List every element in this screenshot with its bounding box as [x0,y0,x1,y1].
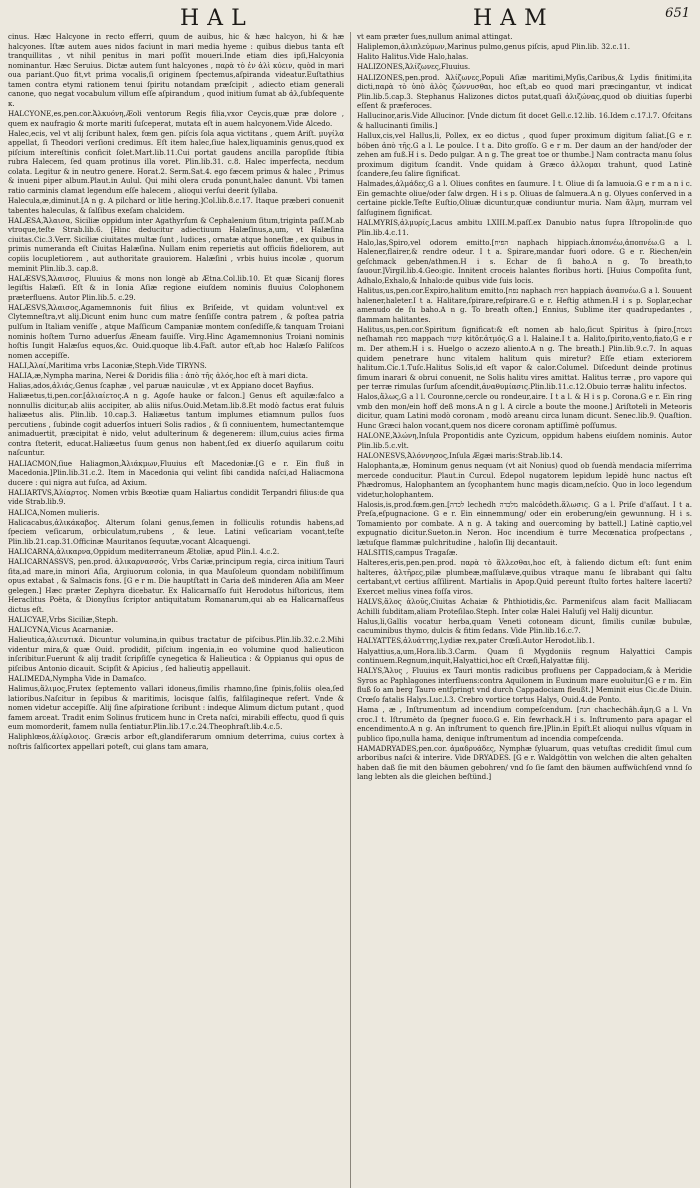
dictionary-entry: HALYS,Ἅλυς , Fluuius ex Tauri montis radicibus profluens per Cappadociam,& à Meridie Syros ac Paphlagones interfluens:contra Aquilonem in Euxinum mare euoluitur.[G e r m. Ein fluß ſo am berg Tauro entſpringt vnd durch Cappadociam fleußt.] Meminit eius Cic.de Diuin. Crœſo fatalis Halys.Luc.l.3. Crebro vortice tortus Halys, Ouid.4.de Ponto. [357,666,692,704]
left-guide-word: HAL [180,6,254,31]
dictionary-entry: vt eam præter ſues,nullum animal attingat. [357,32,513,41]
dictionary-entry: Halicacabus,ἁλικάκαβος. Alterum ſolani genus,ſemen in folliculis rotundis habens,ad ſpeciem veſicarum, orbiculatum,rubens , & leue. Latini veſicariam vocant,teſte Plin.lib.21.cap.31.Officinæ Mauritanos ſequutæ,vocant Alcaquengi. [8,517,344,546]
dictionary-entry: HALONE,Ἁλώνη,Inſula Propontidis ante Cyzicum, oppidum habens eiuſdem nominis. Autor Plin.lib.5.c.vlt. [357,431,692,450]
left-column [8,32,350,1188]
dictionary-entry: Halec,ecis, vel vt alij ſcribunt halex, fœm gen. piſcis ſola aqua victitans , quem Ariſt. μυγίλα appellat, ſi Theodori verſioni credimus. Eſt item halec,ſiue halex,liquaminis genus,quod ex piſcium intereſtinis conficit ſolet.Mart.lib.11.Cui portat gaudens ancilla paropſide ſtibia rubra Halecem, ſed quam protinus illa voret. Plin.lib.31. c.8. Halec imperfecta, necdum colata. Legitur & in neutro genere. Horat.2. Serm.Sat.4. ego fæcem primus & halec , Primus & inueni piper album.Plaut.in Aulul. Qui mihi olera cruda ponunt,halec danunt. Vbi tamen ratio carminis clamat legendum eſſe halecem , alioqui verſui deerit ſyllaba. [8,128,344,195]
dictionary-entry: HALSITIS,campus Tragaſæ. [357,548,458,558]
dictionary-entry: Halito Halitus.Vide Halo,halas. [357,52,469,62]
dictionary-entry: HALICARNASSVS, pen.prod. ἁλικαρνασσός, Vrbs Cariæ,principum regia, circa initium Tauri ſita,ad mare,in minori Aſia, Argiuorum colonia, in qua Mauſoleum quondam nobiliſſimum opus extabat , & Salmacis fons. [G e r m. Die hauptſtatt in Caria deß minderen Aſia am Meer gelegen.] Hæc præter Zephyra dicebatur. Ex Halicarnaſſo fuit Herodotus hiſtoricus, item Heraclitus Poëta, & Dionyſius ſcriptor antiquitatum Romanarum,qui ab ea Halicarnaſſeus dictus eſt. [8,557,344,614]
dictionary-entry: Hallucinor,aris.Vide Allucinor. [Vnde dictum ſit docet Gell.c.12.lib. 16.Idem c.17.l.7. Ofcitans & hallucinanti ſimilis.] [357,111,692,130]
dictionary-entry: HALYATTES,ἁλυάττης,Lydiæ rex,pater Crœſi.Autor Herodot.lib.1. [357,636,595,646]
dictionary-entry: HALIACMON,ſiue Haliagmon,Ἁλιάκμων,Fluuius eſt Macedoniæ.[G e r. Ein fluß in Macedonia.]Plin.lib.31.c.2. Item in Macedonia qui velint ſibi candida naſci,ad Haliacmona ducere : qui nigra aut fuſca, ad Axium. [8,458,344,487]
dictionary-entry: Halophanta,æ, Hominum genus nequam (vt ait Nonius) quod ob ſuendà mendacia miſerrima mercede conducitur. Plaut.in Curcul. Edepol nugatorem lepidum lepidè hunc nactus eſt Phædromus, Halophantem an ſycophantem hunc magis dicam,neſcio. Quo in loco legendum videtur,holophantem. [357,460,692,499]
dictionary-entry: Hama , æ , Inſtrumentum ad incendium compeſcendum. [חנה chachechâh.ἄμη.G a l. Vn croc.I t. Iſtrumèto da ſpegner fuoco.G e. Ein fewrhack.H i s. Inſtrumento para apagar el encendimento.A n g. An inſtrument to quench fire.]Plin.in Epiſt.Et alioqui nullus vſquam in publico ſipo,nulla hama, denique inſtrumentum ad incendia compeſcenda. [357,704,692,743]
dictionary-entry: Halyattius,a,um,Hora.lib.3.Carm. Quam ſi Mygdoniis regnum Halyattici Campis continuem.Regnum,inquit,Halyattici,hoc eſt Crœſi,Halyattæ filij. [357,646,692,666]
dictionary-entry: Halus,li,Gallis vocatur herba,quam Veneti cotoneam dicunt, ſimilis cunilæ bubulæ, cacuminibus thymo, dulcis & fitim ſedans. Vide Plin.lib.16.c.7. [357,616,692,636]
dictionary-entry: HALVS,ἅλος ἁλοῦς,Ciuitas Achaiæ & Phthiotidis,&c. Parmeniſcus alam facit Malliacam Achilli ſubditam,aliam Proteſilao.Steph. Inter colæ Halei Haluſij vel Halij dicuntur. [357,597,692,616]
dictionary-entry: Halo,las,Spiro,vel odorem emitto.[הפיח naphach hippiach.ἀποπνέω,ἀποπνέω.G a l. Halener,flairer,& rendre odeur. I t a. Spirare,mandar fuori odore. G e r. Riechen/ein geſchmack geben/athmen.H i s. Echar de ſi baho.A n g. To breath,to ſauour.]Virgil.lib.4.Geo:gic. Innitent croceis halantes floribus horti. [Huius Compoſita ſunt, Adhalo,Exhalo,& Inhalo:de quibus vide ſuis locis. [357,237,692,286]
dictionary-entry: HALICARNA,ἁλικαρνα,Oppidum mediterraneum Ætoliæ, apud Plin.l. 4.c.2. [8,546,280,556]
dictionary-entry: HALCYONE,es,pen.cor.Ἀλκυόνη,Æoli ventorum Regis filia,vxor Ceycis,quæ præ dolore , quem ex naufragio & morte mariti ſuſceperat, mutata eſt in auem halcyonem.Vide Alcedo. [8,108,344,128]
dictionary-entry: Haliæetus,ti,pen.cor.[ἁλιαίετος.A n g. Agoſe hauke or falcon.] Genus eſt aquilæ:falco a nonnullis dicitur,ab aliis accipiter, ab aliis niſus.Ouid.Metam.lib.8.Et modò factus erat fuluis haliæetus alis. Plin.lib. 10.cap.3. Haliæetus tantum implumes etiamnum pullos ſuos percutiens , ſubinde cogit aduerſos intueri Solis radios , & ſi conniuentem, humectantemque animaduertit, præcipitat è nido, velut adulterinum & degenerem: illum,cuius acies firma contra ſteterit, educat.Haliæetus ſuum genus non habent,ſed ex diuerſo aquilarum coitu naſcuntur. [8,391,344,458]
dictionary-entry: HALMYRIS,ἁλμυρίς,Lacus ambitu LXIII.M.paſſ.ex Danubio natus ſupra Iſtropolin:de quo Plin.lib.4.c.11. [357,218,692,237]
dictionary-entry: Halias,ados,ἀλιάς,Genus ſcaphæ , vel paruæ nauiculæ , vt ex Appiano docet Bayfius. [8,381,314,391]
running-header [8,4,692,34]
dictionary-entry: cinus. Hæc Halcyone in recto efferri, quum de auibus, hic & hæc halcyon, hi & hæ halcyones. Iſtæ autem aues nidos faciunt in mari media hyeme : quibus diebus tanta eſt tranquillitas , vt nihil penitus in mari poſſit moueri.Inde etiam dies ipſi,Halcyonia nominantur. Hæc Seruius. Dictæ autem ſunt halcyones , παρὰ τὸ ἐν ἁλὶ κύειν, quòd in mari oua pariant.Quo fit,vt prima vocalis,ſi originem ſpectemus,aſpiranda videatur.Euſtathius tamen contra etymi rationem tenui ſpiritu notandam præſcipit , adiecto etiam generali canone, quo negat vocabulum villum eſſe aſpirandum , quod initium ſumat ab ἀλ,ſubſequente κ. [8,32,344,108]
dictionary-entry: Haliplemon,ἁλιπλεύμων,Marinus pulmo,genus piſcis, apud Plin.lib. 32.c.11. [357,42,631,52]
dictionary-entry: Halitus,us,pen.cor.Expiro,halitum emitto.[נפח naphach הפיח happiach ἀναπνέω.G a l. Souuent halener,haleter.I t a. Halitare,ſpirare,reſpirare.G e r. Heftig athmen.H i s p. Soplar,echar amenudo de ſu baho.A n g. To breath often.] Ennius, Sublime iter quadrupedantes , flammam halitantes. [357,286,692,324]
dictionary-entry: HALÆSVS,Ἄλαισος, Fluuius & mons non longè ab Ætna.Col.lib.10. Et quæ Sicanij flores legiſtis Halæſi. Eſt & in Ionia Aſiæ regione eiuſdem nominis fluuius Colophonem præterfluens. Autor Plin.lib.5. c.29. [8,273,344,302]
dictionary-entry: Haliphlœos,ἁλίφλοιος. Græcis arbor eſt,glandiferarum omnium deterrima, cuius cortex à noſtris ſalſicortex appellari poteſt, cui glans tam amara, [8,732,344,751]
dictionary-entry: HALICA,Nomen mulieris. [8,507,100,517]
dictionary-entry: Halosis,is,prod.fœm.gen.[לכדה lechedh מלכדה malcôdeth.ἅλωσις. G a l. Priſe d'aſſaut. I t a. Preſa,eſpugnacione. G e r. Ein einnemmung/ oder ein eroberung/ein gewunnung. H i s. Tomamiento por combate. A n g. A taking and ouercoming by battell.] Latinè captio,vel expugnatio dicitur.Sueton.in Neron. Hoc incendium è turre Mecœnatica proſpectans , lætuſque flammæ pulchritudine , haloſin Ilij decantauit. [357,499,692,547]
dictionary-entry: Halimus,ἅλιμος,Frutex ſeptemento vallari idoneus,ſimilis rhamno,ſine ſpinis,foliis olea,ſed latioribus.Naſcitur in ſepibus & maritimis, locisque ſalſis, falſilagineque refert. Vnde & nomen videtur accepiſſe. Alij ſine aſpiratione ſcribunt : indeque Alimum dictum putant , quod famem arceat. Tradit enim Solinus fruticem hunc in Creta naſci, mirabili effectu, quod ſi quis eum momorderit, famem nulla ſentiatur.Plin.lib.17.c.24.Theophraſt.lib.4.c.5. [8,684,344,732]
dictionary-entry: Hallux,cis,vel Hallus,li, Pollex, ex eo dictus , quod ſuper proximum digitum ſaliat.[G e r. bóben ἀπὸ τῆς.G a l. Le poulce. I t a. Dito groſſo. G e r m. Der daum an der hand/oder der zehen am fuß.H i s. Dedo pulgar. A n g. The great toe or thumbe.] Nam contracta manu ſolus proximum digitum ſcandit. Vnde quidam à Græco ἀλλομαι trahunt, quod Latinè ſcandere,ſeu ſalire ſignificat. [357,131,692,179]
dictionary-entry: Halitus,us,pen.cor.Spiritum ſignificat:& eſt nomen ab halo,ſicut Spiritus à ſpiro.[נשמה neſhamah מפח mappach קיטור kitôr.ἀτμός.G a l. Halaine.I t a. Halito,ſpirito,vento,fiato,G e r m. Der athem.H i s. Huelgo o aczezo aliento.A n g. The breath.] Plin.lib.9.c.7. In aquas quidem penetrare hunc vitalem halitum quis miretur? Eſſe etiam exteriorem halitum.Cic.1.Tuſc.Halitus Solis,id eſt vapor & calor.Columel. Diſcedunt deinde protinus ſimum inarari & obrui conuenit, ne Solis halitu vires amittat. Halitus terræ , pro vapore qui per terræ rimulas ſurſum aſcendit,ἀναθυμίασις.Plin.lib.11.c.12.Obuio terræ halitu infectos. [357,324,692,392]
dictionary-entry: HALONESVS,Ἁλόννησος,Inſula Ægæi maris:Strab.lib.14. [357,450,563,460]
dictionary-entry: HALIARTVS,Ἁλίαρτος. Nomen vrbis Bœotiæ quam Haliartus condidit Terpandri filius:de qua vide Strab.lib.9. [8,487,344,507]
dictionary-entry: HAMADRYADES,pen.cor. ἁμαδρυάδες, Nymphæ ſyluarum, quas vetuſtas credidit ſimul cum arboribus naſci & interire. Vide DRYADES. [G e r. Waldgöttin von welchen die alten gehalten haben daß ſie mit den bäumen gebohren/ vnd ſo ſie ſamt den bäumen auffwüchſend vnnd ſo lang lebten als die gleichen beſtünd.] [357,743,692,782]
dictionary-entry: HALIZONES,pen.prod. Ἁλίζωνες,Populi Aſiæ maritimi,Myſis,Caribus,& Lydis finitimi,ita dicti,παρὰ τὸ ὑπὸ ἁλὸς ζώννυσθαι, hoc eſt,ab eo quod mari præcingantur, vt indicat Plin.lib.5.cap.3. Stephanus Halizones dictos putat,quaſi ἀλιζώνας,quod ob diuitias ſuperbi eſſent & præferoces. [357,72,692,111]
dictionary-entry: HALIZONES,Ἁλίζωνες,Fluuius. [357,62,471,72]
dictionary-entry: HALI,Ἁλαί,Maritima vrbs Laconiæ,Steph.Vide TIRYNS. [8,360,207,370]
right-column [350,32,692,1188]
dictionary-entry: Halieutica,ἁλιευτικά. Dicuntur volumina,in quibus tractatur de piſcibus.Plin.lib.32.c.2.Mihi videntur mira,& quæ Ouid. prodidit, piſcium ingenia,in eo volumine quod halieuticon inſcribitur.Fuerunt & alij tradit ſcripſiſſe cynegetica & Halieutica : & Oppianus qui opus de piſcibus Antonio dicauit. Scipſit & Apicius , ſed halieutiꝫ appellauit. [8,635,344,673]
dictionary-entry: HALÆSVS,Ἄλαισος,Agamemnonis fuit filius ex Briſeide, vt quidam volunt:vel ex Clytemneſtra,vt alij.Dicunt enim hunc cum matre ſenſiſſe contra patrem , & poſtea patria pulſum in Italiam veniſſe , atque Maſſicum Campaniæ montem conſediſſe,& tanquam Troiani nominis hoſtem Turno aduerſus Æneam fauiſſe. Virg.Hinc Agamemnonius Troiani nominis hoſtis Iungit Halæſus equos,&c. Ouid.quoque lib.4.Faſt. autor eſt,ab hoc Halæſo Faliſcos nomen accepiſſe. [8,302,344,360]
right-guide-word: HAM [473,6,555,31]
dictionary-entry: HALICYAE,Vrbs Siciliæ,Steph. [8,614,118,624]
dictionary-entry: HALIMEDA,Nympha Vide in Damaſco. [8,673,147,683]
dictionary-entry: Halteres,eris,pen.pen.prod. παρὰ τὸ ἅλλεσθαι,hoc eſt, à faliendo dictum eſt: ſunt enim halteres, ἁλτῆρες,pilæ plumbeæ,maſſulæve,quibus vtraque manu ſe librabant qui ſaltu certabant,vt certius aſſilirent. Martialis in Apop.Quid pereunt ſtulto fortes haltere lacerti?Exercet melius vinea foſſa viros. [357,558,692,596]
dictionary-entry: Halecula,æ,diminut.[A n g. A pilchard or litle hering.]Col.lib.8.c.17. Itaque præberi conuenit tabentes haleculas, & ſalſibus exeſam chalcidem. [8,196,344,215]
two-column-body [8,32,692,1188]
dictionary-entry: HALIA,æ,Nympha marina, Nerei & Doridis filia : ἀπὸ τῆς ἁλός,hoc eſt à mari dicta. [8,370,309,380]
dictionary-entry: HALICYNA,Vicus Acarnaniæ. [8,625,114,635]
dictionary-entry: Halmades,ἁλμάδες,G a l. Oliues confites en ſaumure. I t. Oliue di ſa lamuoia.G e r m a n i c. Ein gemachte oliue/oder ſalw drgen. H i s p. Oliuas de ſalmuera.A n g. Olyues conſerved in a certaine pickle.Teſte Euſtio,Oliuæ dicuntur,quæ condiuntur muria. Nam ἅλμη, murram vel ſalſuginem ſignificat. [357,179,692,217]
dictionary-entry: HALÆSA,Ἄλαισα, Siciliæ oppidum inter Agathyrſum & Cephalenium ſitum,triginta paſſ.M.ab vtroque,teſte Strab.lib.6. [Hinc deducitur adiectiuum Halæſinus,a,um, vt Halæſina ciuitas.Cic.3.Verr. Siciliæ ciuitates multæ ſunt , ludices , ornatæ atque honeſtæ , ex quibus in primis numeranda eſt Ciuitas Halæſina. Nullam enim reperietis aut officiis fideliorem, aut copiis locupletiorem , aut authoritate grauiorem. Halæſini , vrbis huius incolæ , quorum meminit Plin.lib.3. cap.8. [8,215,344,273]
dictionary-entry: Halos,ἅλως,G a l l. Couronne,cercle ou rondeur,aire. I t a l. & H i s p. Corona.G e r. Ein ring vmb den mon/ein hoff deß mons.A n g l. A circle a boute the moone.] Ariſtoteli in Meteoris dicitur, quam Latini modò coronam , modò areanu circa lunam dicunt. Senec.lib.9. Quaſtion. Hunc Græci halon vocant,quem nos dicere coronam aptiſſimè poſſumus. [357,392,692,430]
page-number: 651 [665,6,690,21]
